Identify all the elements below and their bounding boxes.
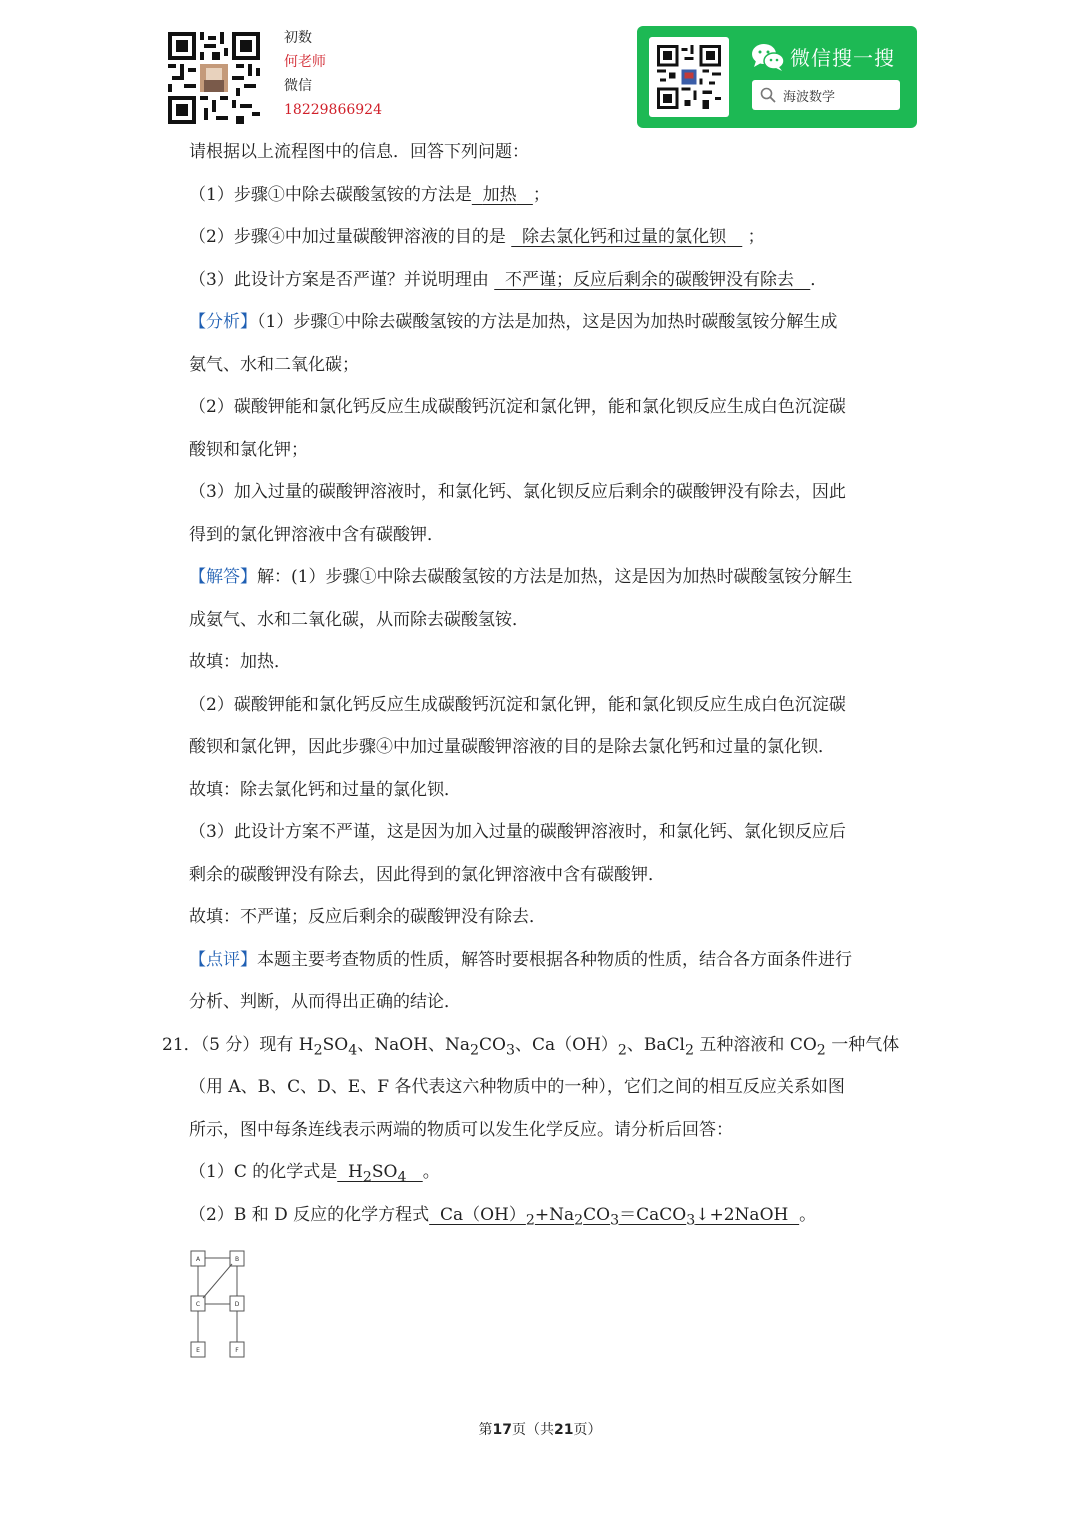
fill-line-2 — [189, 776, 919, 819]
analysis-3b: 得到的氯化钾溶液中含有碳酸钾． — [189, 524, 444, 545]
q21-text: （用 A、B、C、D、E、F 各代表这六种物质中的一种），它们之间的相互反应关系如图 — [189, 1077, 845, 1097]
q21-text: 、BaCl — [626, 1034, 685, 1055]
solution-3b: 剩余的碳酸钾没有除去，因此得到的氯化钾溶液中含有碳酸钾． — [189, 864, 665, 885]
node-c-label: C — [195, 1301, 201, 1308]
q21-p2-answer — [429, 1204, 800, 1228]
solution-tag: 【解答】 — [189, 567, 257, 587]
q21-line-1 — [162, 1031, 919, 1074]
review-b: 分析、判断，从而得出正确的结论． — [189, 992, 461, 1012]
q1-answer-text: 加热 — [482, 184, 517, 205]
contact-phone: 18229866924 — [284, 102, 382, 118]
fill-line-1 — [189, 648, 919, 691]
answer-text: +Na — [534, 1204, 575, 1225]
q3-answer — [494, 270, 810, 290]
subscript: 2 — [313, 1041, 323, 1058]
wechat-search-query: 海波数学 — [783, 90, 836, 105]
q21-text: （5 分）现有 H — [200, 1034, 314, 1055]
node-a-label: A — [195, 1256, 201, 1263]
q21-text: SO — [322, 1034, 349, 1055]
qr-code-icon — [657, 45, 721, 109]
edge-b-c — [203, 1264, 232, 1298]
subscript: 3 — [505, 1041, 515, 1058]
q21-number: 21． — [162, 1034, 201, 1055]
q2-answer-text: 除去氯化钙和过量的氯化钡 — [522, 227, 727, 247]
wechat-search-title: 微信搜一搜 — [790, 46, 895, 70]
review-line-1 — [189, 946, 919, 989]
solution-line-4 — [189, 733, 919, 776]
subscript: 3 — [610, 1211, 620, 1228]
q21-p1-suffix: 。 — [422, 1162, 440, 1182]
subscript: 2 — [470, 1041, 480, 1058]
q21-text: 、Ca（OH） — [515, 1034, 618, 1055]
q21-p1-answer — [337, 1162, 422, 1186]
node-b-label: B — [234, 1256, 240, 1263]
wechat-search-card[interactable] — [637, 26, 917, 128]
subscript: 2 — [525, 1211, 535, 1228]
q3-answer-text: 不严谨；反应后剩余的碳酸钾没有除去 — [505, 269, 795, 290]
question-2 — [189, 223, 919, 266]
fill-3: 故填：不严谨；反应后剩余的碳酸钾没有除去． — [189, 907, 546, 927]
footer-pre: 第 — [478, 1422, 493, 1438]
subscript: 2 — [685, 1041, 695, 1058]
search-icon — [760, 87, 776, 103]
subscript: 2 — [617, 1041, 627, 1058]
subscript: 2 — [574, 1211, 584, 1228]
page-footer — [0, 1419, 1080, 1439]
q1-answer — [472, 185, 533, 205]
qr-code-icon — [168, 32, 260, 124]
solution-line-3 — [189, 691, 919, 734]
analysis-line-3 — [189, 393, 919, 436]
node-f-label: F — [235, 1347, 239, 1354]
answer-text: H — [337, 1162, 363, 1182]
subscript: 4 — [397, 1169, 407, 1186]
q21-p2-suffix: 。 — [799, 1204, 817, 1225]
contact-wechat-label: 微信 — [284, 78, 312, 94]
q21-text: 所示，图中每条连线表示两端的物质可以发生化学反应。请分析后回答： — [189, 1119, 733, 1140]
q21-text: 五种溶液和 CO — [694, 1034, 817, 1055]
page-total: 21 — [554, 1422, 574, 1438]
q21-part-1 — [189, 1158, 919, 1201]
analysis-line-2 — [189, 351, 919, 394]
fill-2: 故填：除去氯化钙和过量的氯化钡． — [189, 779, 461, 800]
solution-3a: （3）此设计方案不严谨，这是因为加入过量的碳酸钾溶液时，和氯化钙、氯化钡反应后 — [189, 822, 846, 842]
question-1 — [189, 181, 919, 224]
q3-prefix: （3）此设计方案是否严谨？并说明理由 — [189, 269, 489, 290]
analysis-1b: 氨气、水和二氧化碳； — [189, 354, 359, 375]
q1-suffix: ； — [532, 184, 550, 205]
q1-prefix: （1）步骤①中除去碳酸氢铵的方法是 — [189, 184, 472, 205]
solution-1b: 成氨气、水和二氧化碳，从而除去碳酸氢铵． — [189, 609, 529, 630]
answer-text: CO — [583, 1204, 611, 1225]
q21-p2-prefix: （2）B 和 D 反应的化学方程式 — [189, 1204, 430, 1225]
analysis-line-6 — [189, 521, 919, 564]
wechat-qr-code — [649, 37, 729, 117]
answer-text — [407, 1162, 423, 1182]
page-number: 17 — [492, 1422, 512, 1438]
node-e-label: E — [196, 1347, 200, 1354]
subscript: 4 — [348, 1041, 358, 1058]
q21-line-3 — [189, 1116, 919, 1159]
solution-line-5 — [189, 818, 919, 861]
intro-line — [189, 138, 919, 181]
wechat-logo-icon — [751, 42, 785, 72]
q2-answer — [511, 227, 742, 247]
footer-mid: 页（共 — [512, 1422, 554, 1438]
q3-suffix: ． — [810, 269, 828, 290]
analysis-line-5 — [189, 478, 919, 521]
analysis-2a: （2）碳酸钾能和氯化钙反应生成碳酸钙沉淀和氯化钾，能和氯化钡反应生成白色沉淀碳 — [189, 397, 846, 417]
q21-line-2 — [189, 1073, 919, 1116]
analysis-1a: （1）步骤①中除去碳酸氢铵的方法是加热，这是因为加热时碳酸氢铵分解生成 — [257, 312, 838, 332]
solution-2b: 酸钡和氯化钾，因此步骤④中加过量碳酸钾溶液的目的是除去氯化钙和过量的氯化钡． — [189, 737, 835, 757]
q21-text: 、NaOH、Na — [357, 1034, 471, 1055]
solution-1a: 解：(1）步骤①中除去碳酸氢铵的方法是加热，这是因为加热时碳酸氢铵分解生 — [257, 567, 853, 587]
analysis-tag: 【分析】 — [189, 312, 257, 332]
contact-subject: 初数 — [284, 30, 312, 46]
review-tag: 【点评】 — [189, 949, 257, 970]
fill-1: 故填：加热． — [189, 652, 291, 672]
q21-part-2 — [189, 1201, 919, 1244]
subscript: 2 — [362, 1169, 372, 1186]
relation-diagram — [187, 1248, 249, 1360]
answer-text: SO — [371, 1162, 398, 1182]
answer-text: ＝CaCO — [619, 1204, 687, 1225]
page-content — [162, 138, 919, 1243]
wechat-search-box[interactable] — [752, 80, 900, 110]
q2-suffix: ； — [747, 227, 765, 247]
analysis-line-4 — [189, 436, 919, 479]
solution-2a: （2）碳酸钾能和氯化钙反应生成碳酸钙沉淀和氯化钾，能和氯化钡反应生成白色沉淀碳 — [189, 694, 846, 715]
review-a: 本题主要考查物质的性质，解答时要根据各种物质的性质，结合各方面条件进行 — [257, 949, 852, 970]
intro-text: 请根据以上流程图中的信息．回答下列问题： — [189, 142, 529, 162]
contact-teacher-name: 何老师 — [284, 54, 326, 70]
analysis-3a: （3）加入过量的碳酸钾溶液时，和氯化钙、氯化钡反应后剩余的碳酸钾没有除去，因此 — [189, 482, 846, 502]
contact-info — [284, 26, 382, 122]
node-d-label: D — [234, 1301, 240, 1308]
solution-line-2 — [189, 606, 919, 649]
subscript: 2 — [816, 1041, 826, 1058]
analysis-2b: 酸钡和氯化钾； — [189, 439, 308, 460]
q21-text: CO — [479, 1034, 506, 1055]
q21-text: 一种气体 — [825, 1034, 900, 1055]
question-3 — [189, 266, 919, 309]
review-line-2 — [189, 988, 919, 1031]
answer-text: ↓+2NaOH — [695, 1204, 800, 1225]
solution-line-1 — [189, 563, 919, 606]
q21-p1-prefix: （1）C 的化学式是 — [189, 1162, 338, 1182]
analysis-line-1 — [189, 308, 919, 351]
footer-post: 页） — [573, 1422, 602, 1438]
subscript: 3 — [686, 1211, 696, 1228]
solution-line-6 — [189, 861, 919, 904]
q2-prefix: （2）步骤④中加过量碳酸钾溶液的目的是 — [189, 227, 506, 247]
fill-line-3 — [189, 903, 919, 946]
answer-text: Ca（OH） — [429, 1204, 526, 1225]
